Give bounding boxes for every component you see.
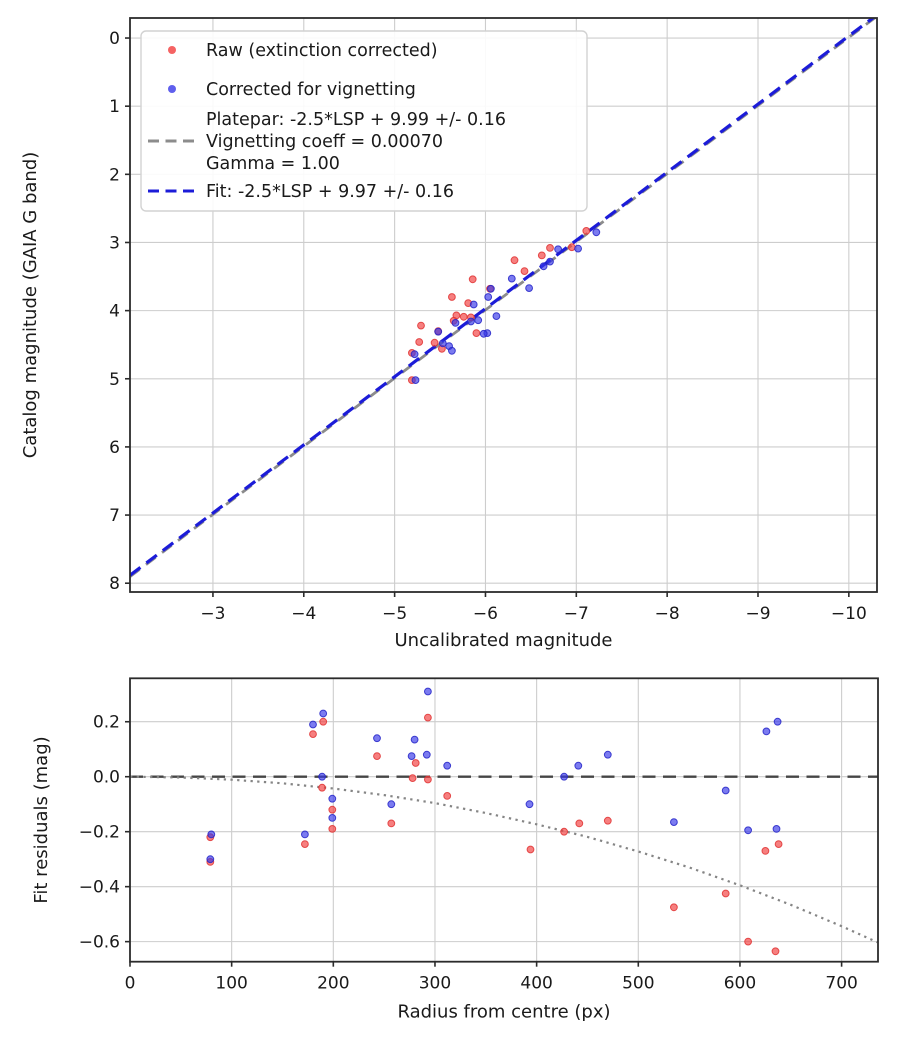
data-point: [208, 831, 215, 838]
y-tick-label: −0.4: [78, 877, 120, 898]
data-point: [207, 856, 214, 863]
legend-label: Raw (extinction corrected): [206, 41, 438, 61]
x-tick-label: 0: [124, 973, 136, 994]
data-point: [416, 339, 423, 346]
data-point: [374, 753, 381, 760]
data-point: [593, 229, 600, 236]
x-tick-label: −5: [382, 604, 408, 624]
data-point: [460, 313, 467, 320]
data-point: [411, 736, 418, 743]
data-point: [435, 328, 442, 335]
data-point: [310, 731, 317, 738]
x-tick-label: 700: [825, 973, 858, 994]
data-point: [449, 347, 456, 354]
data-point: [302, 841, 309, 848]
x-tick-label: 600: [723, 973, 757, 994]
y-axis-label: Catalog magnitude (GAIA G band): [20, 151, 41, 459]
x-tick-label: −7: [563, 604, 589, 624]
x-tick-label: −8: [654, 604, 680, 624]
data-point: [319, 773, 326, 780]
x-axis-label: Uncalibrated magnitude: [394, 630, 613, 651]
y-tick-label: 3: [109, 233, 120, 254]
data-point: [583, 228, 590, 235]
y-tick-label: 0: [109, 29, 120, 50]
data-point: [329, 826, 336, 833]
data-point: [485, 294, 492, 301]
x-tick-label: −9: [745, 604, 771, 624]
data-point: [604, 817, 611, 824]
data-point: [671, 819, 678, 826]
y-tick-label: −0.2: [78, 822, 120, 843]
legend-label: Platepar: -2.5*LSP + 9.99 +/- 0.16: [206, 110, 506, 130]
y-tick-label: 2: [109, 165, 120, 186]
data-point: [388, 820, 395, 827]
data-point: [320, 718, 327, 725]
data-point: [763, 728, 770, 735]
data-point: [575, 245, 582, 252]
data-point: [329, 795, 336, 802]
data-point: [538, 252, 545, 259]
data-point: [488, 285, 495, 292]
y-tick-label: −0.6: [78, 932, 120, 953]
y-tick-label: 4: [109, 301, 120, 322]
legend-marker-dot: [168, 46, 176, 54]
data-point: [439, 340, 446, 347]
legend-label: Gamma = 1.00: [206, 154, 340, 174]
data-point: [388, 801, 395, 808]
data-point: [547, 245, 554, 252]
data-point: [547, 258, 554, 265]
data-point: [561, 773, 568, 780]
legend-marker-dot: [168, 85, 176, 93]
data-point: [409, 775, 416, 782]
data-point: [762, 848, 769, 855]
x-tick-label: 400: [520, 973, 553, 994]
data-point: [473, 330, 480, 337]
y-tick-label: 1: [109, 97, 120, 118]
data-point: [412, 377, 419, 384]
data-point: [745, 827, 752, 834]
y-tick-label: 7: [109, 506, 120, 527]
x-tick-label: 300: [418, 973, 452, 994]
y-tick-label: 8: [109, 574, 120, 595]
data-point: [408, 753, 415, 760]
legend-label: Corrected for vignetting: [206, 80, 416, 100]
legend-label: Fit: -2.5*LSP + 9.97 +/- 0.16: [206, 182, 454, 202]
data-point: [444, 762, 451, 769]
data-point: [527, 846, 534, 853]
data-point: [576, 820, 583, 827]
data-point: [568, 244, 575, 251]
data-point: [329, 806, 336, 813]
data-point: [468, 318, 475, 325]
legend-label: Vignetting coeff = 0.00070: [206, 132, 444, 152]
data-point: [480, 330, 487, 337]
x-tick-label: 100: [215, 973, 248, 994]
data-point: [374, 735, 381, 742]
data-point: [772, 948, 779, 955]
data-point: [412, 760, 419, 767]
x-tick-label: −3: [200, 604, 226, 624]
data-point: [722, 787, 729, 794]
data-point: [511, 257, 518, 264]
data-point: [555, 246, 562, 253]
data-point: [329, 815, 336, 822]
data-point: [411, 351, 418, 358]
y-tick-label: 5: [109, 369, 120, 390]
y-tick-label: 0.2: [92, 712, 120, 733]
x-tick-label: −6: [472, 604, 498, 624]
data-point: [521, 268, 528, 275]
data-point: [508, 275, 515, 282]
x-tick-label: −4: [291, 604, 317, 624]
y-tick-label: 6: [109, 437, 120, 458]
data-point: [425, 688, 432, 695]
data-point: [540, 263, 547, 270]
x-tick-label: 200: [317, 973, 350, 994]
data-point: [418, 322, 425, 329]
data-point: [423, 751, 430, 758]
y-axis-label: Fit residuals (mag): [31, 736, 52, 904]
data-point: [493, 313, 500, 320]
data-point: [575, 762, 582, 769]
data-point: [452, 320, 459, 327]
legend: [141, 31, 587, 211]
data-point: [722, 890, 729, 897]
data-point: [745, 938, 752, 945]
data-point: [526, 285, 533, 292]
data-point: [773, 826, 780, 833]
x-axis-label: Radius from centre (px): [397, 1001, 611, 1023]
data-point: [604, 751, 611, 758]
data-point: [470, 301, 477, 308]
data-point: [561, 828, 568, 835]
y-tick-label: 0.0: [92, 767, 120, 788]
data-point: [671, 904, 678, 911]
data-point: [526, 801, 533, 808]
data-point: [310, 721, 317, 728]
data-point: [774, 718, 781, 725]
data-point: [775, 841, 782, 848]
data-point: [475, 317, 482, 324]
data-point: [425, 776, 432, 783]
data-point: [320, 710, 327, 717]
data-point: [302, 831, 309, 838]
data-point: [319, 784, 326, 791]
data-point: [444, 793, 451, 800]
data-point: [449, 294, 456, 301]
x-tick-label: −10: [830, 604, 867, 624]
data-point: [469, 276, 476, 283]
data-point: [425, 714, 432, 721]
x-tick-label: 500: [622, 973, 655, 994]
data-point: [431, 339, 438, 346]
